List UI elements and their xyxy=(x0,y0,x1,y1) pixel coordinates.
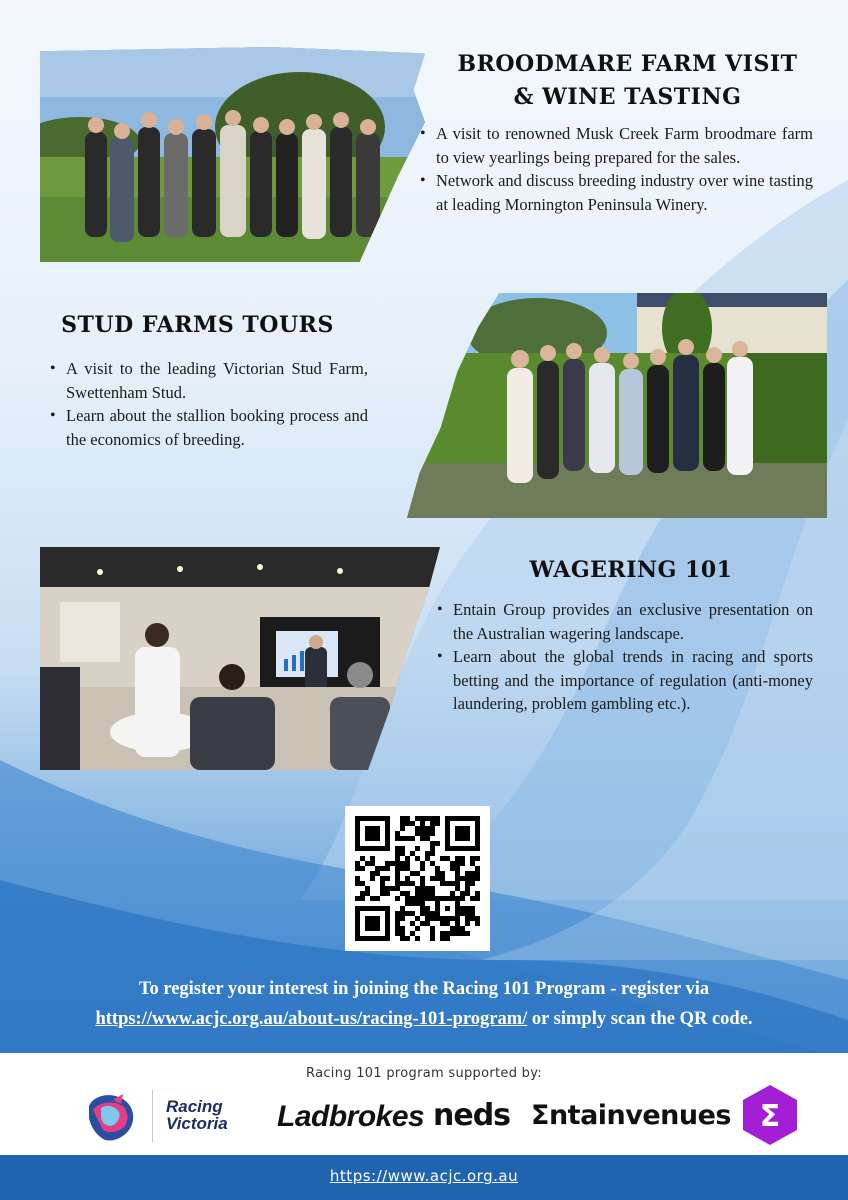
footer-bar xyxy=(0,1155,848,1200)
wagering-presentation-photo xyxy=(40,547,440,770)
list-item: • Entain Group provides an exclusive presentation on the Australian wagering landscape. xyxy=(435,598,813,645)
register-line1: To register your interest in joining the Racing 101 Program - register via xyxy=(138,979,710,999)
footer-website-link[interactable]: https://www.acjc.org.au xyxy=(329,1167,519,1185)
register-call-to-action xyxy=(20,974,828,1034)
title-line: STUD FARMS TOURS xyxy=(61,312,334,338)
section-title-stud-farms xyxy=(45,310,350,340)
section-title-wagering xyxy=(440,555,822,585)
title-line: BROODMARE FARM VISIT xyxy=(457,51,798,77)
stud-farms-bullets xyxy=(48,357,368,451)
ladbrokes-logo: Ladbrokes xyxy=(277,1100,425,1133)
list-item: • Learn about the stallion booking process and the economics of breeding. xyxy=(48,404,368,451)
list-item: • A visit to the leading Victorian Stud Farm, Swettenham Stud. xyxy=(48,357,368,404)
racing-victoria-divider xyxy=(152,1090,153,1142)
title-line: WAGERING 101 xyxy=(529,557,733,583)
register-line2 xyxy=(20,1004,828,1034)
wordmark-line: Racing xyxy=(166,1097,223,1116)
list-item: • Learn about the global trends in racing and sports betting and the importance of regulation (anti-money laundering, problem gambling etc.). xyxy=(435,645,813,716)
qr-code-graphic xyxy=(355,816,480,941)
wordmark-line: Victoria xyxy=(166,1114,228,1133)
section-title-broodmare xyxy=(430,48,825,114)
broodmare-bullets xyxy=(418,122,813,216)
racing-victoria-wordmark xyxy=(166,1098,228,1132)
sponsor-caption: Racing 101 program supported by: xyxy=(306,1066,542,1081)
register-link[interactable]: https://www.acjc.org.au/about-us/racing-101-program/ xyxy=(95,1009,528,1029)
neds-logo: neds xyxy=(433,1098,511,1133)
wagering-bullets xyxy=(435,598,813,716)
list-item: • Network and discuss breeding industry over wine tasting at leading Mornington Peninsula Winery. xyxy=(418,169,813,216)
svg-text:Σ: Σ xyxy=(759,1099,781,1134)
entain-sigma-logo-icon xyxy=(741,1083,799,1147)
register-line2-suffix: or simply scan the QR code. xyxy=(527,1009,753,1029)
qr-code[interactable] xyxy=(345,806,490,951)
title-line: & WINE TASTING xyxy=(513,84,742,110)
broodmare-group-photo xyxy=(40,47,425,262)
list-item: • A visit to renowned Musk Creek Farm broodmare farm to view yearlings being prepared for the sales. xyxy=(418,122,813,169)
entain-venues-logo: Σntainvenues xyxy=(531,1100,732,1131)
racing-victoria-logo-icon xyxy=(83,1088,141,1146)
